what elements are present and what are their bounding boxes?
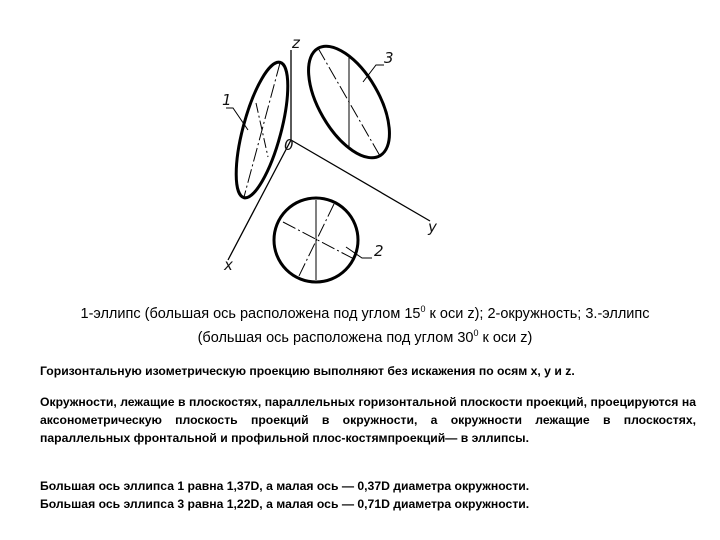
ellipse-1 (226, 57, 299, 202)
caption-line-2: (большая ось расположена под углом $30^0$ к оси z) (197, 327, 533, 346)
axis-y (291, 140, 430, 221)
ellipse-1-label: 1 (222, 91, 232, 109)
axes-ellipse-1: Большая ось эллипса 1 равна 1,37D, а малая ось — 0,37D диаметра окружности. (40, 479, 530, 493)
axis-z-label: z (292, 34, 300, 52)
paragraph-horizontal-projection: Горизонтальную изометрическую проекцию выполняют без искажения по осям x, у и z. (40, 364, 575, 378)
axis-x-label: x (224, 256, 233, 274)
caption-line-1: 1-эллипс (большая ось расположена под углом $15^0$ к оси z); 2-окружность; 3.-эллипс (80, 304, 650, 322)
paragraph-axes (40, 477, 696, 513)
diagram-caption (40, 300, 690, 348)
ellipse-2-circle (274, 198, 358, 282)
ellipse-3-label: 3 (384, 49, 394, 67)
origin-label: 0 (284, 136, 294, 154)
ellipse-2-label: 2 (374, 242, 384, 260)
axis-y-label: y (428, 218, 437, 236)
paragraph-circles: Окружности, лежащие в плоскостях, параллельных горизонтальной плоскости проекций, проецируются на аксонометрическую плоскость проекций в окружности, а окружности лежащие в плоскостях, параллельных фронтальной и профильной плос-костямпроекций— в эллипсы. (40, 395, 696, 445)
axes-ellipse-3: Большая ось эллипса 3 равна 1,22D, а малая ось — 0,71D диаметра окружности. (40, 497, 530, 511)
